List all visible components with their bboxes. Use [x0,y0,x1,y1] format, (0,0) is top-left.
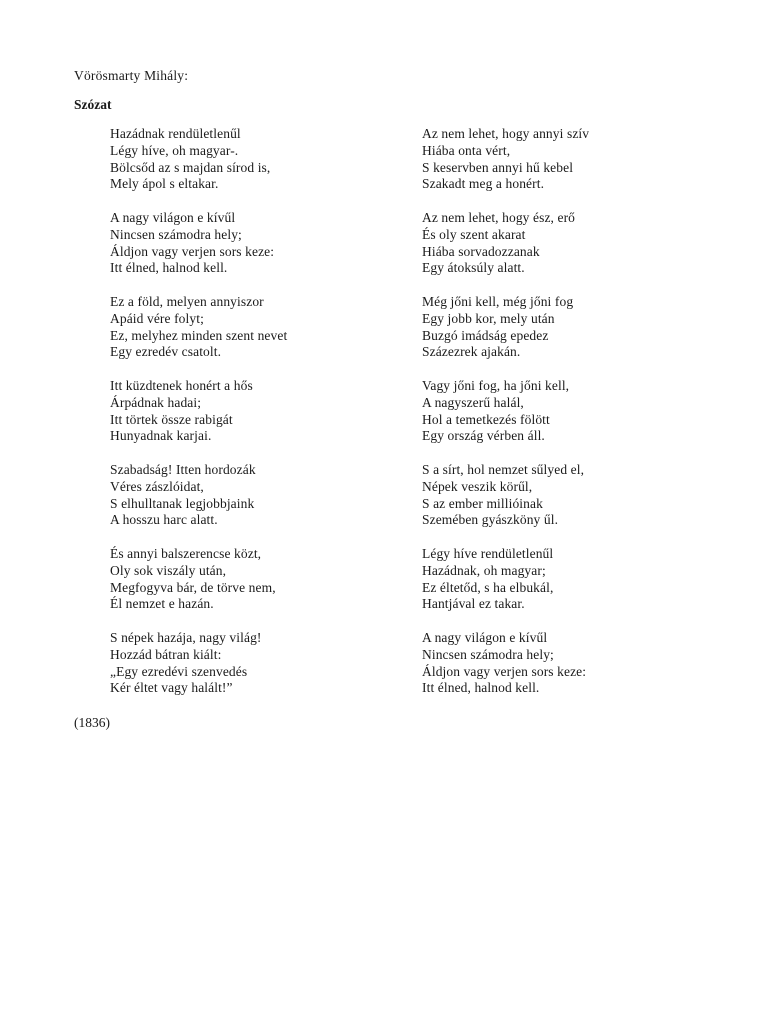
poem-line: És oly szent akarat [422,226,526,242]
poem-line: Az nem lehet, hogy annyi szív [422,126,590,141]
poem-line: Mely ápol s eltakar. [110,176,219,192]
poem-line: Hol a temetkezés fölött [422,411,550,427]
poem-line: Hiába sorvadozzanak [422,243,540,259]
poem-line: Hantjával ez takar. [422,596,525,612]
poem-line: Itt élned, halnod kell. [422,680,540,696]
stanza [422,126,742,210]
poem-line: Megfogyva bár, de törve nem, [110,579,276,595]
stanza [422,546,742,630]
poem-line: Vagy jőni fog, ha jőni kell, [422,378,570,393]
poem-line: Itt élned, halnod kell. [110,260,228,276]
poem-line: Szabadság! Itten hordozák [110,462,256,477]
poem-line: Hunyadnak karjai. [110,428,212,444]
poem-line: Áldjon vagy verjen sors keze: [110,243,275,259]
poem-column-left [110,126,430,714]
stanza [110,126,430,210]
poem-title: Szózat [74,97,112,112]
poem-line: Itt törtek össze rabigát [110,411,233,427]
poem-line: Nincsen számodra hely; [422,646,554,662]
poem-line: „Egy ezredévi szenvedés [110,663,248,679]
stanza [110,210,430,294]
poem-line: Ez, melyhez minden szent nevet [110,327,288,343]
stanza [422,378,742,462]
poem-line: Ez a föld, melyen annyiszor [110,294,264,309]
poem-line: Légy híve, oh magyar-. [110,142,239,158]
poem-line: Él nemzet e hazán. [110,596,214,612]
stanza [422,462,742,546]
poem-line: Buzgó imádság epedez [422,327,549,343]
poem-line: Apáid vére folyt; [110,310,204,326]
poem-line: Nincsen számodra hely; [110,226,242,242]
poem-line: S a sírt, hol nemzet sűlyed el, [422,462,585,477]
stanza [422,630,742,714]
poem-line: Százezrek ajakán. [422,344,521,360]
poem-line: Még jőni kell, még jőni fog [422,294,574,309]
publication-year: (1836) [74,715,110,730]
poem-line: Hazádnak, oh magyar; [422,562,546,578]
poem-line: Ez éltetőd, s ha elbukál, [422,579,554,595]
stanza [110,546,430,630]
poem-line: S elhulltanak legjobbjaink [110,495,255,511]
poem-line: Egy jobb kor, mely után [422,310,555,326]
poem-column-right [422,126,742,714]
poem-line: Hozzád bátran kiált: [110,646,222,662]
poem-line: Hiába onta vért, [422,142,511,158]
stanza [110,462,430,546]
poem-line: Légy híve rendületlenűl [422,546,554,561]
stanza [110,378,430,462]
poem-line: Oly sok viszály után, [110,562,227,578]
poem-line: Egy ezredév csatolt. [110,344,222,360]
poem-line: Árpádnak hadai; [110,394,202,410]
poem-line: S az ember millióinak [422,495,543,511]
poem-line: Népek veszik körűl, [422,478,533,494]
poem-line: A nagyszerű halál, [422,394,524,410]
poem-line: És annyi balszerencse közt, [110,546,262,561]
poem-line: S keservben annyi hű kebel [422,159,574,175]
poem-line: Itt küzdtenek honért a hős [110,378,253,393]
poem-line: Kér éltet vagy halált!” [110,680,233,696]
poem-line: Egy ország vérben áll. [422,428,545,444]
poem-line: A nagy világon e kívűl [110,210,236,225]
poem-line: Áldjon vagy verjen sors keze: [422,663,587,679]
poem-line: Egy átoksúly alatt. [422,260,525,276]
stanza [422,294,742,378]
poem-line: Szemében gyászköny űl. [422,512,559,528]
poem-line: Szakadt meg a honért. [422,176,545,192]
poem-line: A hosszu harc alatt. [110,512,218,528]
poem-line: Véres zászlóidat, [110,478,204,494]
author-line: Vörösmarty Mihály: [74,68,189,83]
poem-line: Bölcsőd az s majdan sírod is, [110,159,271,175]
poem-line: Az nem lehet, hogy ész, erő [422,210,576,225]
stanza [110,294,430,378]
stanza [110,630,430,714]
poem-line: Hazádnak rendületlenűl [110,126,241,141]
poem-line: S népek hazája, nagy világ! [110,630,262,645]
stanza [422,210,742,294]
poem-line: A nagy világon e kívűl [422,630,548,645]
